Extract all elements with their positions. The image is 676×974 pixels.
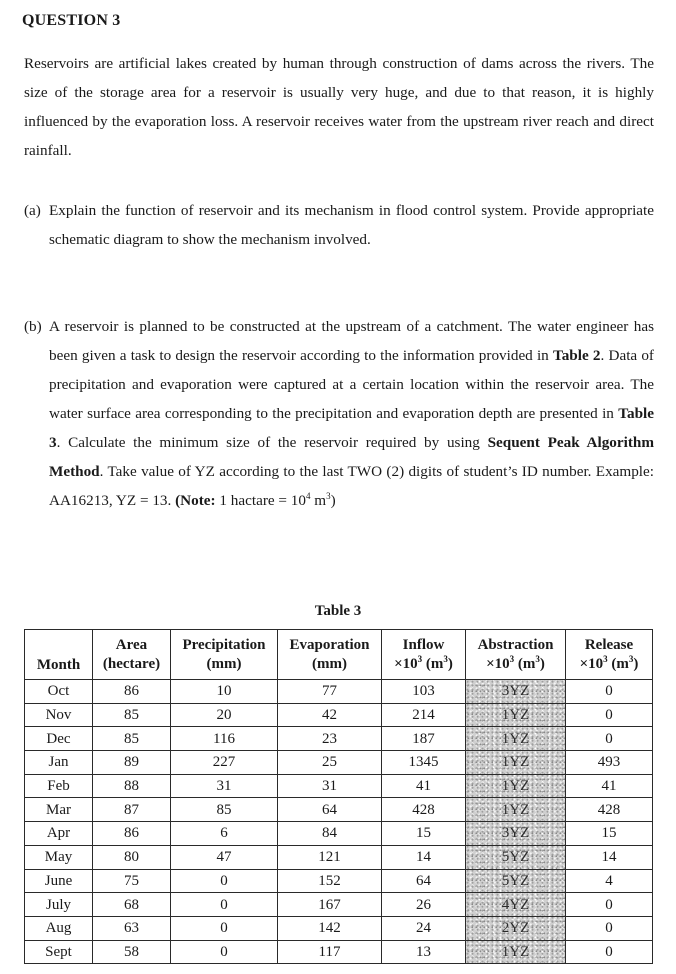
- cell-precipitation: 0: [171, 940, 278, 964]
- cell-evaporation: 84: [278, 822, 382, 846]
- cell-inflow: 14: [382, 845, 466, 869]
- table-row: [25, 940, 653, 964]
- cell-area: 85: [93, 703, 171, 727]
- cell-abstraction: 1YZ: [466, 751, 566, 775]
- cell-inflow: 103: [382, 680, 466, 704]
- cell-month: May: [25, 845, 93, 869]
- cell-month: July: [25, 893, 93, 917]
- part-b-text-1: A reservoir is planned to be constructed at the upstream of a catchment. The water engineer has been given a task to design the reservoir according to the information provided in: [49, 318, 654, 364]
- cell-evaporation: 152: [278, 869, 382, 893]
- table-2-ref: Table 2: [552, 347, 601, 364]
- note-exponent: 4: [305, 491, 311, 501]
- cell-precipitation: 116: [171, 727, 278, 751]
- cell-month: June: [25, 869, 93, 893]
- cell-precipitation: 20: [171, 703, 278, 727]
- table-row: [25, 727, 653, 751]
- cell-month: Dec: [25, 727, 93, 751]
- cell-abstraction: 2YZ: [466, 916, 566, 940]
- cell-precipitation: 10: [171, 680, 278, 704]
- cell-area: 63: [93, 916, 171, 940]
- cell-abstraction: 3YZ: [466, 822, 566, 846]
- cell-area: 88: [93, 774, 171, 798]
- table-row: [25, 845, 653, 869]
- header-evaporation: Evaporation (mm): [278, 630, 382, 680]
- cell-abstraction: 1YZ: [466, 727, 566, 751]
- cell-precipitation: 0: [171, 869, 278, 893]
- cell-inflow: 13: [382, 940, 466, 964]
- cell-inflow: 15: [382, 822, 466, 846]
- part-a-text: Explain the function of reservoir and its mechanism in flood control system. Provide appropriate schematic diagram to show the mechanism involved.: [49, 202, 654, 248]
- cell-precipitation: 227: [171, 751, 278, 775]
- header-month: Month: [25, 630, 93, 680]
- part-b-text: [49, 312, 654, 515]
- cell-abstraction: 5YZ: [466, 845, 566, 869]
- cell-evaporation: 142: [278, 916, 382, 940]
- part-b-text-2: . Data of precipitation and evaporation were captured at a certain location within the reservoir area. The water surface area corresponding to the precipitation and evaporation depth are presented in: [49, 347, 654, 422]
- table-row: [25, 680, 653, 704]
- cell-area: 89: [93, 751, 171, 775]
- cell-inflow: 428: [382, 798, 466, 822]
- table-header-row: [25, 630, 653, 680]
- cell-evaporation: 121: [278, 845, 382, 869]
- cell-release: 428: [566, 798, 653, 822]
- cell-release: 0: [566, 680, 653, 704]
- table-row: [25, 822, 653, 846]
- cell-month: Aug: [25, 916, 93, 940]
- data-table: [24, 629, 653, 964]
- cell-month: Jan: [25, 751, 93, 775]
- cell-precipitation: 0: [171, 893, 278, 917]
- note-unit: m: [310, 492, 327, 509]
- table-row: [25, 703, 653, 727]
- cell-evaporation: 167: [278, 893, 382, 917]
- part-b-label: (b): [24, 318, 42, 335]
- cell-precipitation: 0: [171, 916, 278, 940]
- cell-precipitation: 6: [171, 822, 278, 846]
- table-row: [25, 774, 653, 798]
- cell-month: Nov: [25, 703, 93, 727]
- method-name: Sequent Peak Algorithm Method: [49, 434, 655, 480]
- cell-inflow: 26: [382, 893, 466, 917]
- cell-release: 15: [566, 822, 653, 846]
- cell-evaporation: 31: [278, 774, 382, 798]
- cell-abstraction: 3YZ: [466, 680, 566, 704]
- note-unit-exponent: 3: [326, 491, 331, 501]
- header-precipitation: Precipitation (mm): [171, 630, 278, 680]
- cell-evaporation: 23: [278, 727, 382, 751]
- cell-area: 87: [93, 798, 171, 822]
- cell-area: 75: [93, 869, 171, 893]
- cell-month: Oct: [25, 680, 93, 704]
- cell-area: 85: [93, 727, 171, 751]
- cell-abstraction: 5YZ: [466, 869, 566, 893]
- cell-evaporation: 77: [278, 680, 382, 704]
- cell-release: 0: [566, 916, 653, 940]
- header-release: Release $\times 10^3$ $(m^3)$: [566, 630, 653, 680]
- cell-inflow: 24: [382, 916, 466, 940]
- cell-inflow: 1345: [382, 751, 466, 775]
- cell-evaporation: 64: [278, 798, 382, 822]
- cell-area: 86: [93, 822, 171, 846]
- cell-release: 14: [566, 845, 653, 869]
- table-row: [25, 893, 653, 917]
- cell-release: 0: [566, 893, 653, 917]
- cell-release: 0: [566, 727, 653, 751]
- cell-area: 58: [93, 940, 171, 964]
- cell-inflow: 41: [382, 774, 466, 798]
- cell-release: 0: [566, 940, 653, 964]
- table-row: [25, 869, 653, 893]
- question-title: QUESTION 3: [22, 12, 121, 29]
- cell-abstraction: 4YZ: [466, 893, 566, 917]
- header-inflow: Inflow $\times 10^3$ $(m^3)$: [382, 630, 466, 680]
- cell-month: Sept: [25, 940, 93, 964]
- part-a: [24, 196, 654, 254]
- cell-inflow: 187: [382, 727, 466, 751]
- cell-evaporation: 25: [278, 751, 382, 775]
- cell-abstraction: 1YZ: [466, 703, 566, 727]
- cell-release: 41: [566, 774, 653, 798]
- header-area: Area (hectare): [93, 630, 171, 680]
- header-abstraction: Abstraction $\times 10^3$ $(m^3)$: [466, 630, 566, 680]
- cell-abstraction: 1YZ: [466, 940, 566, 964]
- cell-precipitation: 85: [171, 798, 278, 822]
- cell-month: Mar: [25, 798, 93, 822]
- note-close: ): [330, 492, 336, 509]
- cell-evaporation: 117: [278, 940, 382, 964]
- cell-precipitation: 47: [171, 845, 278, 869]
- part-b: [24, 312, 654, 515]
- note-text: 1 hactare = 10: [215, 492, 306, 509]
- cell-inflow: 214: [382, 703, 466, 727]
- table-row: [25, 916, 653, 940]
- cell-month: Feb: [25, 774, 93, 798]
- cell-area: 80: [93, 845, 171, 869]
- table-3-ref: Table 3: [49, 405, 654, 451]
- cell-release: 0: [566, 703, 653, 727]
- cell-precipitation: 31: [171, 774, 278, 798]
- cell-release: 493: [566, 751, 653, 775]
- part-a-label: (a): [24, 202, 41, 219]
- table-row: [25, 751, 653, 775]
- table-caption: Table 3: [314, 603, 362, 619]
- cell-inflow: 64: [382, 869, 466, 893]
- intro-paragraph: Reservoirs are artificial lakes created by human through construction of dams across the rivers. The size of the storage area for a reservoir is usually very huge, and due to that reason, it is highly influenced by the evaporation loss. A reservoir receives water from the upstream river reach and direct rainfall.: [24, 55, 654, 159]
- table-row: [25, 798, 653, 822]
- part-b-text-3: . Calculate the minimum size of the reservoir required by using: [56, 434, 488, 451]
- part-b-text-4: . Take value of YZ according to the last TWO (2) digits of student’s ID number. Example: AA16213, YZ = 13.: [49, 463, 654, 509]
- cell-evaporation: 42: [278, 703, 382, 727]
- cell-area: 86: [93, 680, 171, 704]
- cell-area: 68: [93, 893, 171, 917]
- cell-abstraction: 1YZ: [466, 798, 566, 822]
- cell-abstraction: 1YZ: [466, 774, 566, 798]
- cell-month: Apr: [25, 822, 93, 846]
- cell-release: 4: [566, 869, 653, 893]
- note-label: (Note:: [175, 492, 216, 509]
